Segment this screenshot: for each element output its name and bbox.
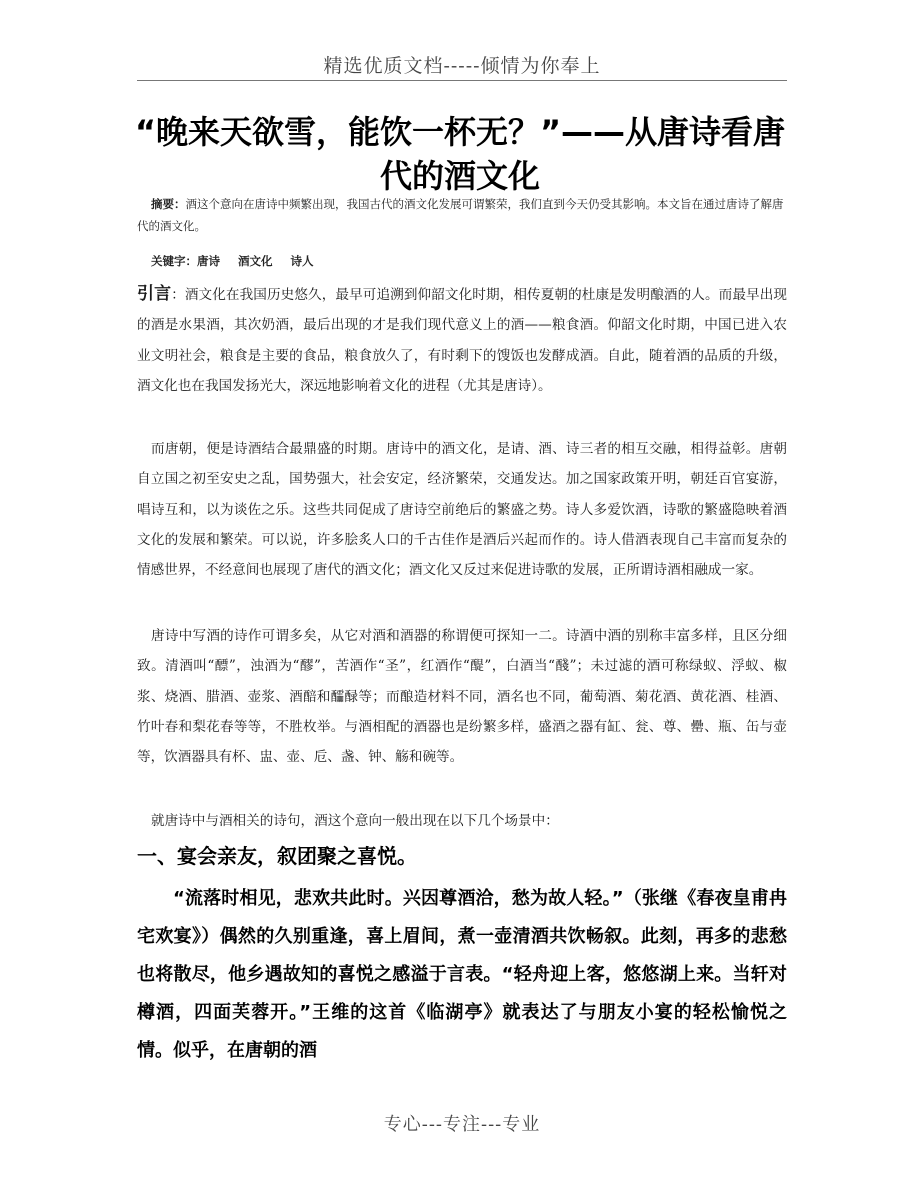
document-title: “晚来天欲雪，能饮一杯无？”——从唐诗看唐代的酒文化 <box>134 113 786 195</box>
intro-text: ：酒文化在我国历史悠久，最早可追溯到仰韶文化时期，相传夏朝的杜康是发明酿酒的人。而最早出现的酒是水果酒，其次奶酒，最后出现的才是我们现代意义上的酒——粮食酒。仰韶文化时期，中国已进入农业文明社会，粮食是主要的食品，粮食放久了，有时剩下的馊饭也发酵成酒。自此，随着酒的品质的升级，酒文化也在我国发扬光大，深远地影响着文化的进程（尤其是唐诗）。 <box>137 287 787 394</box>
abstract-label: 摘要： <box>151 197 186 211</box>
body-paragraph: 而唐朝，便是诗酒结合最鼎盛的时期。唐诗中的酒文化，是请、酒、诗三者的相互交融，相得益彰。唐朝自立国之初至安史之乱，国势强大，社会安定，经济繁荣，交通发达。加之国家政策开明，朝廷百官宴游，唱诗互和，以为谈佐之乐。这些共同促成了唐诗空前绝后的繁盛之势。诗人多爱饮酒，诗歌的繁盛隐映着酒文化的发展和繁荣。可以说，许多脍炙人口的千古佳作是酒后兴起而作的。诗人借酒表现自己丰富而复杂的情感世界，不经意间也展现了唐代的酒文化；酒文化又反过来促进诗歌的发展，正所谓诗酒相融成一家。 <box>137 441 787 579</box>
abstract <box>137 193 787 237</box>
abstract-text: 酒这个意向在唐诗中频繁出现，我国古代的酒文化发展可谓繁荣，我们直到今天仍受其影响。本文旨在通过唐诗了解唐代的酒文化。 <box>137 197 784 233</box>
intro-paragraph <box>137 279 787 401</box>
body-paragraph: 就唐诗中与酒相关的诗句，酒这个意向一般出现在以下几个场景中： <box>151 813 559 829</box>
keywords-label: 关键字： <box>151 254 197 268</box>
section-paragraph: “流落时相见，悲欢共此时。兴因尊酒洽，愁为故人轻。”（张继《春夜皇甫冉宅欢宴》）偶然的久别重逢，喜上眉间，煮一壶清酒共饮畅叙。此刻，再多的悲愁也将散尽，他乡遇故知的喜悦之感溢于言表。“轻舟迎上客，悠悠湖上来。当轩对樽酒，四面芙蓉开。”王维的这首《临湖亭》就表达了与朋友小宴的轻松愉悦之情。似乎，在唐朝的酒 <box>137 888 787 1061</box>
keywords <box>137 250 801 272</box>
page-footer: 专心---专注---专业 <box>383 1114 541 1135</box>
section-heading: 一、宴会亲友，叙团聚之喜悦。 <box>137 844 417 868</box>
keyword-item: 酒文化 <box>238 254 273 268</box>
page-header: 精选优质文档-----倾情为你奉上 <box>323 55 601 77</box>
keyword-item: 唐诗 <box>197 254 220 268</box>
keyword-item: 诗人 <box>290 254 314 268</box>
body-paragraph: 唐诗中写酒的诗作可谓多矣，从它对酒和酒器的称谓便可探知一二。诗酒中酒的别称丰富多样，且区分细致。清酒叫“醥”，浊酒为“醪”，苦酒作“圣”，红酒作“醍”，白酒当“醆”；未过滤的酒可称绿蚁、浮蚁、椒浆、烧酒、腊酒、壶浆、酒醅和醽醁等；而酿造材料不同，酒名也不同，葡萄酒、菊花酒、黄花酒、桂酒、竹叶春和梨花春等等，不胜枚举。与酒相配的酒器也是纷繁多样，盛酒之器有缸、瓮、尊、罍、瓶、缶与壶等，饮酒器具有杯、盅、壶、卮、盏、钟、觞和碗等。 <box>137 628 787 766</box>
header-divider <box>137 80 787 81</box>
intro-lead: 引言 <box>137 284 172 304</box>
